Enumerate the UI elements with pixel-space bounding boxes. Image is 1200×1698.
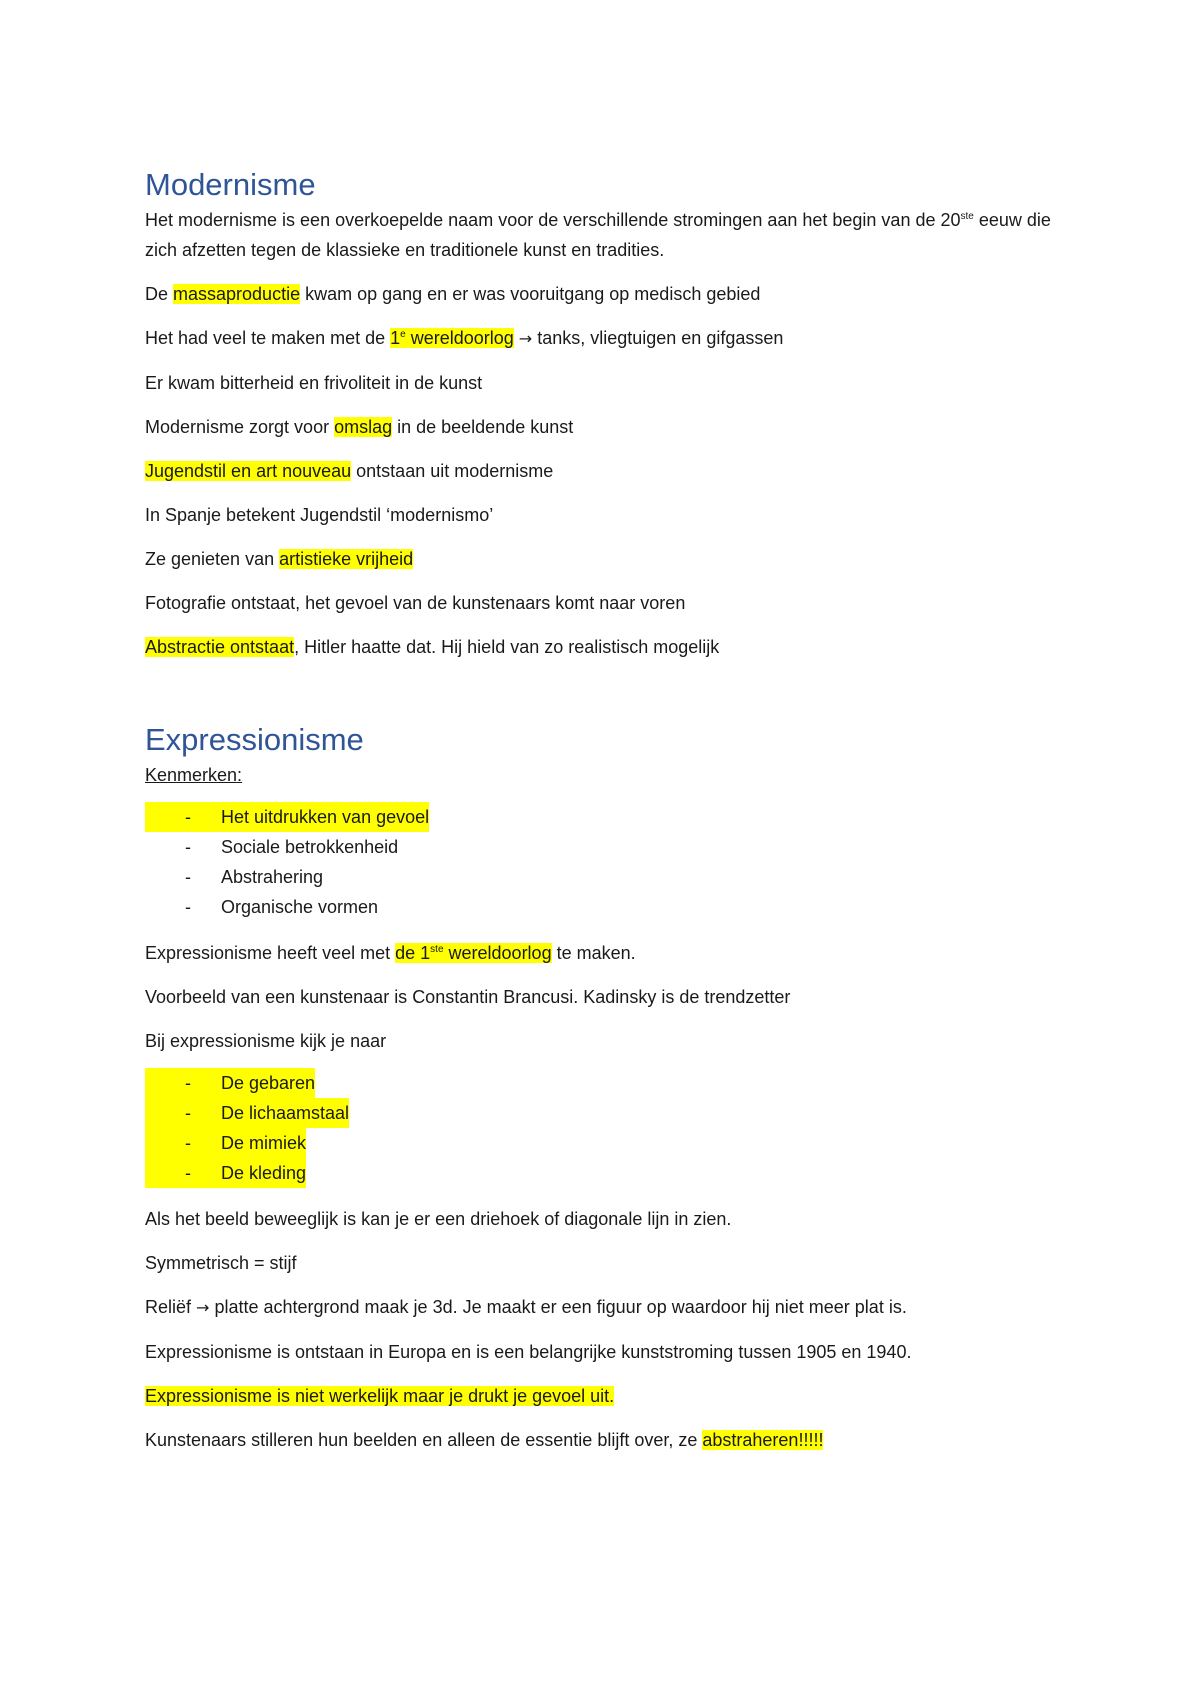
paragraph-jugendstil: Jugendstil en art nouveau ontstaan uit modernisme [145,461,554,481]
paragraph-symmetrisch: Symmetrisch = stijf [145,1253,297,1273]
list-item: - Het uitdrukken van gevoel [145,802,1065,832]
list-item: - De lichaamstaal [145,1098,1065,1128]
paragraph-spanje: In Spanje betekent Jugendstil ‘modernismo’ [145,505,494,525]
arrow-right-icon: → [196,1298,210,1317]
paragraph-gevoel [145,1381,1065,1411]
paragraph-expressionisme-oorlog: Expressionisme heeft veel met de 1ste wereldoorlog te maken. [145,943,636,963]
kenmerken-list [145,802,1065,922]
list-item: - Abstrahering [185,867,324,887]
heading-modernisme: Modernisme [145,167,316,202]
arrow-right-icon: → [518,329,533,348]
highlight-gevoel: Expressionisme is niet werkelijk maar je drukt je gevoel uit. [145,1386,615,1406]
kenmerken-label: Kenmerken: [145,765,243,785]
paragraph-wereldoorlog: Het had veel te maken met de 1e wereldoorlog → tanks, vliegtuigen en gifgassen [145,328,784,348]
paragraph-massaproductie: De massaproductie kwam op gang en er was vooruitgang op medisch gebied [145,284,761,304]
paragraph-relief: Reliëf → platte achtergrond maak je 3d. Je maakt er een figuur op waardoor hij niet meer plat is. [145,1297,907,1317]
highlight-abstractie: Abstractie ontstaat [145,637,295,657]
kijk-list [145,1068,1065,1188]
highlight-massaproductie: massaproductie [173,284,301,304]
paragraph-brancusi: Voorbeeld van een kunstenaar is Constantin Brancusi. Kadinsky is de trendzetter [145,987,791,1007]
highlight-omslag: omslag [334,417,393,437]
paragraph-vrijheid: Ze genieten van artistieke vrijheid [145,549,414,569]
paragraph-kijk: Bij expressionisme kijk je naar [145,1031,387,1051]
document-body [145,165,1065,1455]
paragraph-beweeglijk: Als het beeld beweeglijk is kan je er een driehoek of diagonale lijn in zien. [145,1209,732,1229]
paragraph-omslag: Modernisme zorgt voor omslag in de beeldende kunst [145,417,574,437]
heading-expressionisme: Expressionisme [145,722,364,757]
list-item: - Organische vormen [185,897,379,917]
highlight-jugendstil: Jugendstil en art nouveau [145,461,352,481]
paragraph-abstractie: Abstractie ontstaat, Hitler haatte dat. Hij hield van zo realistisch mogelijk [145,637,720,657]
paragraph-europa: Expressionisme is ontstaan in Europa en is een belangrijke kunststroming tussen 1905 en 1940. [145,1342,912,1362]
list-item: - Sociale betrokkenheid [185,837,399,857]
highlight-vrijheid: artistieke vrijheid [279,549,414,569]
paragraph-abstraheren: Kunstenaars stilleren hun beelden en alleen de essentie blijft over, ze abstraheren!!!!! [145,1430,824,1450]
list-item: - De mimiek [145,1128,1065,1158]
paragraph-bitterheid: Er kwam bitterheid en frivoliteit in de kunst [145,373,483,393]
modernisme-intro: Het modernisme is een overkoepelde naam voor de verschillende stromingen aan het begin van de 20ste eeuw die zich afzetten tegen de klassieke en traditionele kunst en tradities. [145,210,1051,260]
paragraph-fotografie: Fotografie ontstaat, het gevoel van de kunstenaars komt naar voren [145,593,686,613]
highlight-abstraheren: abstraheren!!!!! [702,1430,824,1450]
list-item: - De gebaren [145,1068,1065,1098]
list-item: - De kleding [145,1158,1065,1188]
